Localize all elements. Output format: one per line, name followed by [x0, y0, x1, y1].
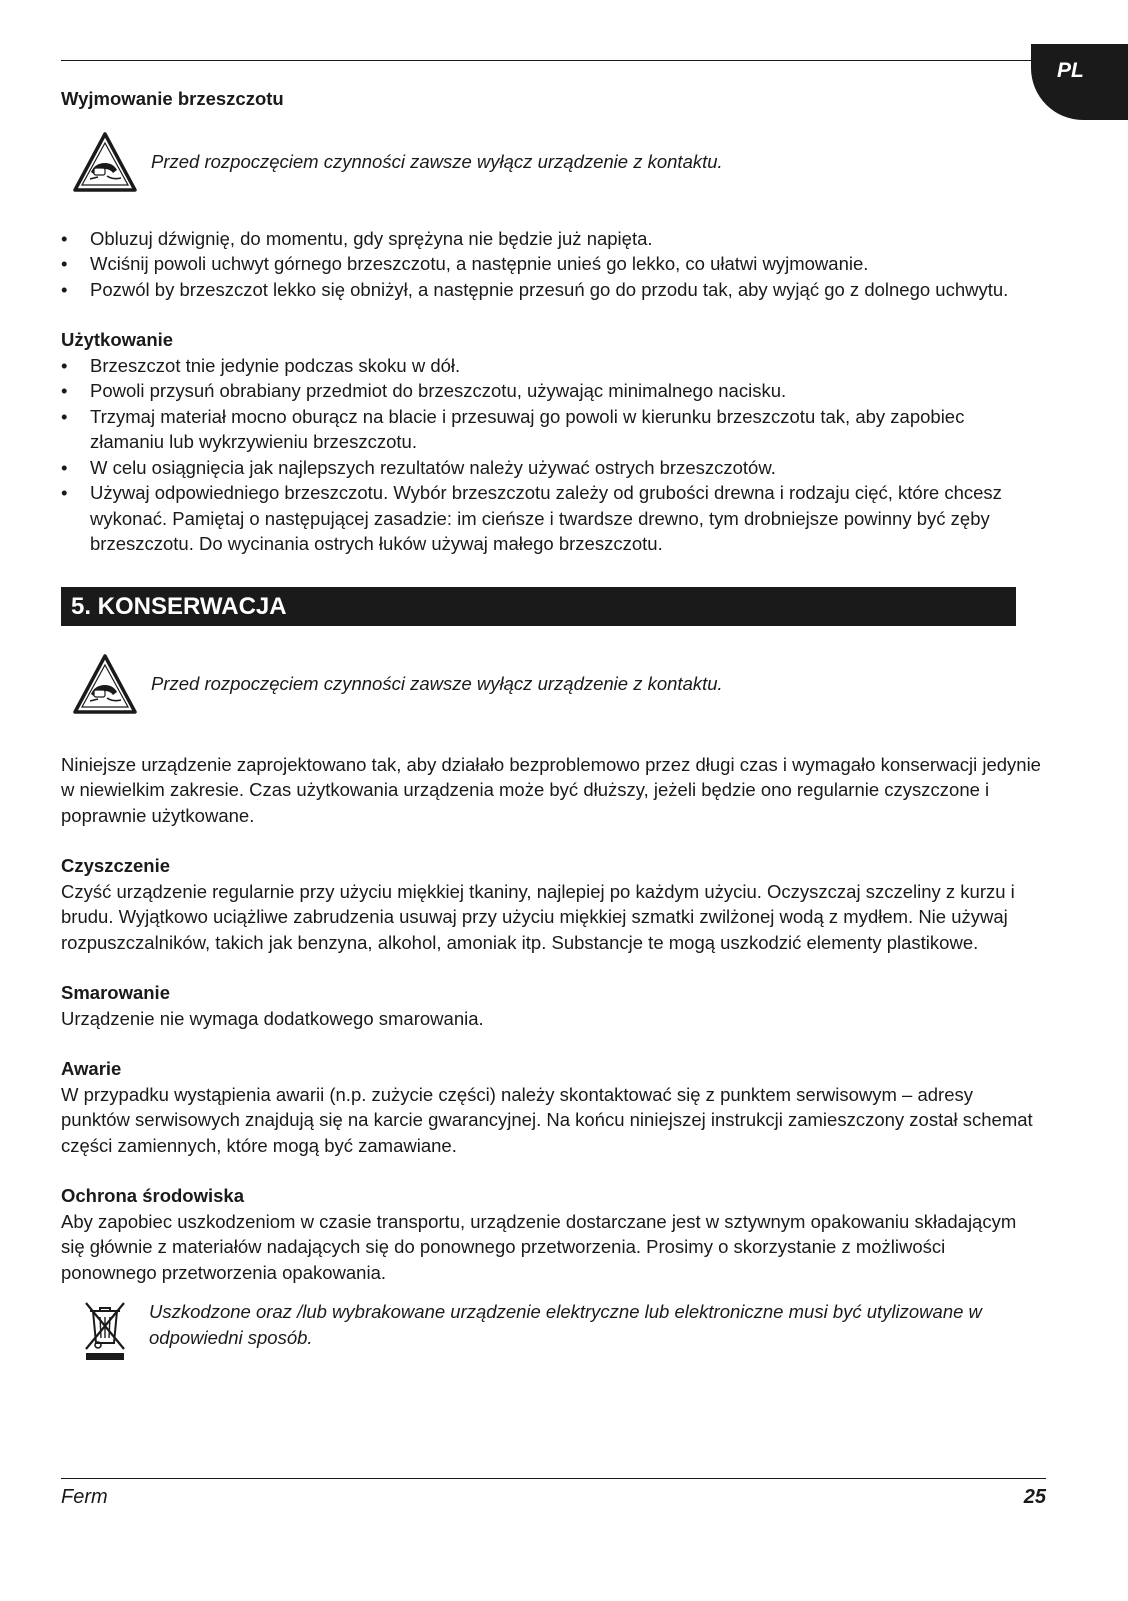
cleaning-text: Czyść urządzenie regularnie przy użyciu miękkiej tkaniny, najlepiej po każdym użyciu. Oczyszczaj szczeliny z kurzu i brudu. Wyjątkowo uciążliwe zabrudzenia usuwaj przy użyciu miękkiej szmatki zwilżonej wodą z mydłem. Nie używaj rozpuszczalników, takich jak benzyna, alkohol, amoniak itp. Substancje te mogą uszkodzić elementy plastikowe.	[61, 880, 1015, 953]
maintenance-warning	[61, 646, 1041, 722]
removal-steps	[61, 226, 1041, 303]
removal-warning	[61, 124, 1041, 200]
language-tab	[1031, 44, 1128, 120]
page-content	[61, 86, 1041, 1361]
language-code: PL	[1057, 59, 1084, 82]
list-item: • Obluzuj dźwignię, do momentu, gdy sprężyna nie będzie już napięta.	[61, 226, 1041, 252]
page-number: 25	[1023, 1486, 1046, 1508]
section-title-bar: 5. KONSERWACJA	[61, 587, 1016, 626]
list-item: • Wciśnij powoli uchwyt górnego brzeszczotu, a następnie unieś go lekko, co ułatwi wyjmowanie.	[61, 251, 1041, 277]
removal-heading: Wyjmowanie brzeszczotu	[61, 88, 284, 109]
maintenance-warning-text: Przed rozpoczęciem czynności zawsze wyłącz urządzenie z kontaktu.	[151, 672, 723, 694]
list-item: • Używaj odpowiedniego brzeszczotu. Wybór brzeszczotu zależy od grubości drewna i rodzaju cięć, które chcesz wykonać. Pamiętaj o następującej zasadzie: im cieńsze i twardsze drewno, tym drobniejsze powinny być zęby brzeszczotu. Do wycinania ostrych łuków używaj małego brzeszczotu.	[61, 480, 1041, 557]
list-item: • Powoli przysuń obrabiany przedmiot do brzeszczotu, używając minimalnego nacisku.	[61, 378, 1041, 404]
weee-notice	[61, 1299, 1041, 1361]
footer-brand: Ferm	[61, 1486, 108, 1508]
faults-text: W przypadku wystąpienia awarii (n.p. zużycie części) należy skontaktować się z punktem serwisowym – adresy punktów serwisowych znajdują się na karcie gwarancyjnej. Na końcu niniejszej instrukcji zamieszczony został schemat części zamiennych, które mogą być zamawiane.	[61, 1083, 1033, 1156]
unplug-warning-icon	[71, 128, 139, 196]
list-item: • Brzeszczot tnie jedynie podczas skoku w dół.	[61, 353, 1041, 379]
usage-list	[61, 353, 1041, 557]
faults-heading: Awarie	[61, 1058, 122, 1079]
environment-text: Aby zapobiec uszkodzeniom w czasie transportu, urządzenie dostarczane jest w sztywnym opakowaniu składającym się głównie z materiałów nadających się do ponownego przetworzenia. Prosimy o skorzystanie z możliwości ponownego przetworzenia opakowania.	[61, 1210, 1017, 1283]
list-item: • W celu osiągnięcia jak najlepszych rezultatów należy używać ostrych brzeszczotów.	[61, 455, 1041, 481]
environment-heading: Ochrona środowiska	[61, 1185, 244, 1206]
removal-warning-text: Przed rozpoczęciem czynności zawsze wyłącz urządzenie z kontaktu.	[151, 150, 723, 172]
maintenance-intro: Niniejsze urządzenie zaprojektowano tak, aby działało bezproblemowo przez długi czas i wymagało konserwacji jedynie w niewielkim zakresie. Czas użytkowania urządzenia może być dłuższy, jeżeli będzie ono regularnie czyszczone i poprawnie użytkowane.	[61, 753, 1041, 826]
bottom-rule	[61, 1478, 1046, 1479]
cleaning-heading: Czyszczenie	[61, 855, 170, 876]
list-item: • Trzymaj materiał mocno oburącz na blacie i przesuwaj go powoli w kierunku brzeszczotu tak, aby zapobiec złamaniu lub wykrzywieniu brzeszczotu.	[61, 404, 1041, 455]
usage-heading: Użytkowanie	[61, 329, 174, 350]
lubrication-text: Urządzenie nie wymaga dodatkowego smarowania.	[61, 1007, 484, 1029]
crossed-bin-icon	[81, 1299, 129, 1361]
top-rule	[61, 60, 1041, 61]
lubrication-heading: Smarowanie	[61, 982, 170, 1003]
list-item: • Pozwól by brzeszczot lekko się obniżył, a następnie przesuń go do przodu tak, aby wyjąć go z dolnego uchwytu.	[61, 277, 1041, 303]
weee-note-text: Uszkodzone oraz /lub wybrakowane urządzenie elektryczne lub elektroniczne musi być utylizowane w odpowiedni sposób.	[149, 1301, 982, 1348]
unplug-warning-icon	[71, 650, 139, 718]
